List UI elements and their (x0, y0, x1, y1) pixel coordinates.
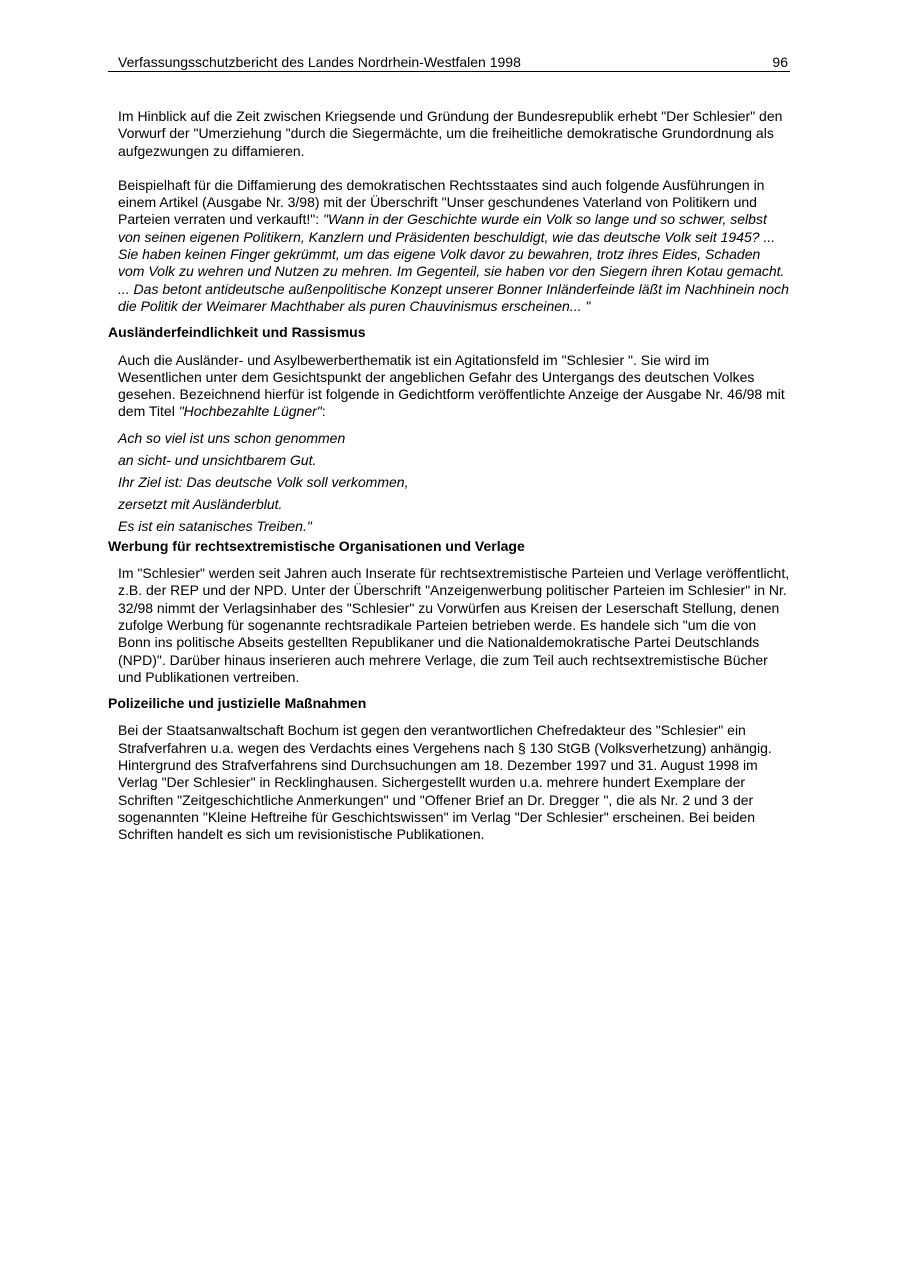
paragraph-auslaender-text: Auch die Ausländer- und Asylbewerberthematik ist ein Agitationsfeld im "Schlesier ". Sie wird im Wesentlichen unter dem Gesichtspunkt der angeblichen Gefahr des Untergangs des deutschen Volkes gesehen. Bezeichnend hierfür ist folgende in Gedichtform veröffentlichte Anzeige der Ausgabe Nr. 46/98 mit dem Titel (118, 351, 785, 420)
poem-title: "Hochbezahlte Lügner" (178, 403, 322, 420)
poem-line: Ihr Ziel ist: Das deutsche Volk soll verkommen, (118, 473, 409, 490)
page-body (108, 108, 790, 844)
page-header (108, 52, 790, 72)
heading-massnahmen: Polizeiliche und justizielle Maßnahmen (108, 695, 367, 712)
paragraph-auslaender (118, 352, 790, 421)
quote-vaterland: "Wann in der Geschichte wurde ein Volk so lange und so schwer, selbst von seinen eigenen Politikern, Kanzlern und Präsidenten beschuldigt, wie das deutsche Volk seit 1945? ... Sie haben keinen Finger gekrümmt, um das eigene Volk davor zu bewahren, trotz ihres Eides, Schaden vom Volk zu wehren und Nutzen zu mehren. Im Gegenteil, sie haben vor den Siegern ihren Kotau gemacht. ... Das betont antideutsche außenpolitische Konzept unserer Bonner Inländerfeinde läßt im Nachhinein noch die Politik der Weimarer Machthaber als puren Chauvinismus erscheinen... " (118, 211, 789, 314)
document-title: Verfassungsschutzbericht des Landes Nordrhein-Westfalen 1998 (118, 54, 521, 70)
poem-line: Ach so viel ist uns schon genommen (118, 429, 346, 446)
poem-line: an sicht- und unsichtbarem Gut. (118, 451, 317, 468)
paragraph-auslaender-colon: : (321, 403, 326, 420)
poem-line: zersetzt mit Ausländerblut. (118, 495, 283, 512)
paragraph-diffamierung-text: Beispielhaft für die Diffamierung des demokratischen Rechtsstaates sind auch folgende Ausführungen in einem Artikel (Ausgabe Nr. 3/98) mit der Überschrift "Unser geschundenes Vaterland von Politikern und Parteien verraten und verkauft!": (118, 176, 765, 228)
page-number: 96 (772, 54, 788, 70)
paragraph-massnahmen: Bei der Staatsanwaltschaft Bochum ist gegen den verantwortlichen Chefredakteur des "Schlesier" ein Strafverfahren u.a. wegen des Verdachts eines Vergehens nach § 130 StGB (Volksverhetzung) anhängig. Hintergrund des Strafverfahrens sind Durchsuchungen am 18. Dezember 1997 und 31. August 1998 im Verlag "Der Schlesier" in Recklinghausen. Sichergestellt wurden u.a. mehrere hundert Exemplare der Schriften "Zeitgeschichtliche Anmerkungen" und "Offener Brief an Dr. Dregger ", die als Nr. 2 und 3 der sogenannten "Kleine Heftreihe für Geschichtswissen" im Verlag "Der Schlesier" erscheinen. Bei beiden Schriften handelt es sich um revisionistische Publikationen. (118, 722, 772, 843)
paragraph-diffamierung (118, 177, 790, 315)
paragraph-umerziehung: Im Hinblick auf die Zeit zwischen Kriegsende und Gründung der Bundesrepublik erhebt "Der Schlesier" den Vorwurf der "Umerziehung "durch die Siegermächte, um die freiheitliche demokratische Grundordnung als aufgezwungen zu diffamieren. (118, 108, 783, 159)
heading-auslaenderfeindlichkeit: Ausländerfeindlichkeit und Rassismus (108, 324, 366, 341)
poem-line: Es ist ein satanisches Treiben." (118, 517, 312, 534)
poem (118, 427, 790, 537)
heading-werbung: Werbung für rechtsextremistische Organisationen und Verlage (108, 537, 525, 554)
paragraph-werbung: Im "Schlesier" werden seit Jahren auch Inserate für rechtsextremistische Parteien und Verlage veröffentlicht, z.B. der REP und der NPD. Unter der Überschrift "Anzeigenwerbung politischer Parteien im Schlesier" in Nr. 32/98 nimmt der Verlagsinhaber des "Schlesier" zu Vorwürfen aus Kreisen der Leserschaft Stellung, denen zufolge Werbung für sogenannte rechtsradikale Parteien betrieben werde. Es handele sich "um die von Bonn ins politische Abseits gestellten Republikaner und die Nationaldemokratische Partei Deutschlands (NPD)". Darüber hinaus inserieren auch mehrere Verlage, die zum Teil auch rechtsextremistische Bücher und Publikationen vertreiben. (118, 565, 790, 685)
